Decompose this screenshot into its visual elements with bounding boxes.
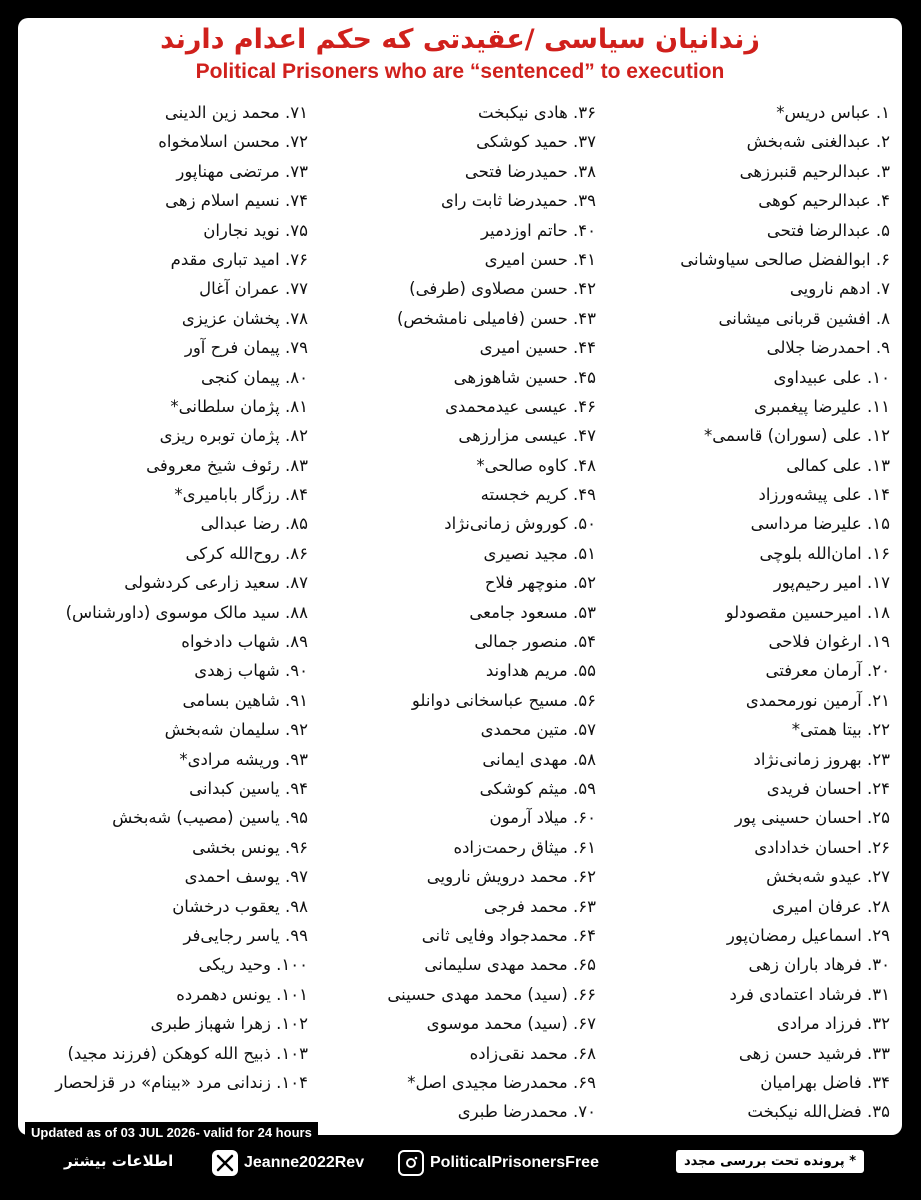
prisoner-list-item: ۴۷. عیسی مزارزهی — [458, 426, 596, 446]
prisoner-list-item: ۳۶. هادی نیکبخت — [478, 103, 596, 122]
prisoner-list-item: ۳۸. حمیدرضا فتحی — [464, 161, 596, 181]
prisoner-list-item: ۱۵. علیرضا مرداسی — [750, 514, 890, 534]
prisoner-list-item: ۷۳. مرتضی مهناپور — [176, 161, 308, 181]
prisoner-list-item: ۹۱. شاهین بسامی — [182, 690, 308, 710]
prisoner-list-item: ۷. ادهم نارویی — [789, 279, 890, 299]
prisoner-list-item: ۵۵. مریم هداوند — [485, 661, 596, 681]
prisoner-list-item: ۹۷. یوسف احمدی — [184, 867, 308, 887]
prisoner-list-item: ۳۲. فرزاد مرادی — [776, 1014, 890, 1034]
x-handle: Jeanne2022Rev — [244, 1154, 365, 1171]
prisoner-list-item: ۴۹. کریم خجسته — [480, 485, 596, 505]
prisoner-list-item: ۲۱. آرمین نورمحمدی — [745, 690, 890, 710]
prisoner-list-item: ۲. عبدالغنی شه‌بخش — [746, 132, 890, 152]
prisoner-list-item: ۳۹. حمیدرضا ثابت رای — [441, 191, 596, 211]
prisoner-list-item: ۴۰. حاتم اوزدمیر — [480, 220, 596, 240]
prisoner-list-item: ۹۳. وریشه مرادی* — [179, 749, 308, 769]
prisoner-list-item: ۱. عباس دریس* — [776, 103, 890, 122]
page-title-english: Political Prisoners who are “sentenced” to execution — [195, 60, 725, 83]
prisoner-list-item: ۵۴. منصور جمالی — [474, 632, 596, 652]
prisoner-list-item: ۲۷. عیدو شه‌بخش — [766, 867, 890, 887]
instagram-account-link[interactable] — [398, 1150, 599, 1176]
prisoner-list-item: ۶۴. محمدجواد وفایی ثانی — [421, 925, 596, 945]
prisoner-list-item: ۷۹. پیمان فرح آور — [184, 338, 308, 358]
prisoner-list-item: ۵۰. کوروش زمانی‌نژاد — [444, 514, 596, 534]
prisoner-list-item: ۶۰. میلاد آرمون — [489, 808, 596, 828]
prisoner-list-item: ۱۰۲. زهرا شهباز طبری — [150, 1014, 308, 1034]
prisoner-list-item: ۳۱. فرشاد اعتمادی فرد — [729, 984, 890, 1004]
prisoner-list-item: ۱۱. علیرضا پیغمبری — [754, 396, 890, 416]
prisoner-list-item: ۲۵. احسان حسینی پور — [734, 808, 890, 828]
prisoner-list-item: ۲۲. بیتا همتی* — [791, 720, 890, 740]
prisoner-list-item: ۶۷. (سید) محمد موسوی — [426, 1014, 596, 1034]
prisoner-list-item: ۱۸. امیرحسین مقصودلو — [725, 602, 890, 622]
prisoner-list-item: ۵۷. متین محمدی — [480, 720, 596, 740]
prisoner-list-item: ۷۱. محمد زین الدینی — [164, 103, 308, 122]
prisoner-list-item: ۷۴. نسیم اسلام زهی — [165, 191, 308, 211]
prisoner-list-item: ۷۲. محسن اسلامخواه — [158, 132, 308, 152]
prisoner-list-item: ۸۵. رضا عبدالی — [200, 514, 308, 534]
prisoner-list-item: ۶۳. محمد فرجی — [483, 896, 596, 916]
more-info-label: اطلاعات بیشتر — [64, 1152, 174, 1170]
prisoner-list-item: ۷۵. نوید نجاران — [203, 220, 308, 240]
prisoner-list-item: ۸۱. پژمان سلطانی* — [170, 396, 308, 416]
prisoner-list-item: ۴۳. حسن (فامیلی نامشخص) — [396, 308, 596, 328]
prisoner-list-item: ۱۰۱. یونس دهمرده — [176, 984, 308, 1004]
prisoner-list-item: ۱۹. ارغوان فلاحی — [768, 632, 890, 652]
prisoner-list-item: ۶۲. محمد درویش نارویی — [426, 867, 596, 887]
prisoner-list-item: ۸۸. سید مالک موسوی (داورشناس) — [65, 602, 308, 622]
prisoner-list-item: ۵۲. منوچهر فلاح — [484, 573, 596, 593]
prisoner-list-item: ۴۲. حسن مصلاوی (طرفی) — [409, 279, 596, 299]
prisoner-list-item: ۲۴. احسان فریدی — [766, 778, 890, 798]
prisoner-column-1 — [602, 98, 890, 1127]
prisoner-list-item: ۹۸. یعقوب درخشان — [172, 896, 308, 916]
prisoner-list-item: ۶. ابوالفضل صالحی سیاوشانی — [680, 249, 890, 269]
prisoner-list-item: ۸۷. سعید زارعی کردشولی — [124, 573, 308, 593]
prisoner-column-3 — [23, 98, 308, 1097]
prisoner-list-item: ۲۰. آرمان معرفتی — [765, 661, 890, 681]
prisoner-list-item: ۳۴. فاضل بهرامیان — [760, 1072, 890, 1092]
prisoner-list-item: ۱۰۴. زندانی مرد «بینام» در قزلحصار — [55, 1072, 308, 1092]
prisoner-list-item: ۲۹. اسماعیل رمضان‌پور — [726, 925, 890, 945]
prisoner-list-item: ۱۲. علی (سوران) قاسمی* — [704, 426, 890, 446]
x-account-link[interactable] — [212, 1150, 364, 1176]
instagram-handle: PoliticalPrisonersFree — [430, 1154, 599, 1171]
prisoner-list-item: ۹. احمدرضا جلالی — [766, 338, 890, 358]
prisoner-list-item: ۱۰۳. ذبیح الله کوهکن (فرزند مجید) — [67, 1043, 308, 1063]
prisoner-list-item: ۲۶. احسان خدادادی — [754, 837, 890, 857]
prisoner-list-item: ۶۹. محمدرضا مجیدی اصل* — [407, 1072, 596, 1092]
prisoner-list-item: ۷۰. محمدرضا طبری — [457, 1102, 596, 1122]
prisoner-list-item: ۹۹. یاسر رجایی‌فر — [183, 925, 308, 945]
prisoner-list-item: ۹۶. یونس بخشی — [192, 837, 308, 857]
prisoner-list-item: ۴۸. کاوه صالحی* — [476, 455, 596, 475]
updated-badge: Updated as of 03 JUL 2026- valid for 24 hours — [25, 1122, 318, 1143]
asterisk-note: * پرونده تحت بررسی مجدد — [676, 1150, 864, 1173]
prisoner-list-item: ۳۵. فضل‌الله نیکبخت — [747, 1102, 890, 1122]
prisoner-list-item: ۶۱. میثاق رحمت‌زاده — [453, 837, 596, 857]
footer-bar — [0, 1142, 921, 1192]
prisoner-list-item: ۷۸. پخشان عزیزی — [181, 308, 308, 328]
prisoner-list-item: ۴۱. حسن امیری — [484, 249, 596, 269]
prisoner-list-item: ۱۳. علی کمالی — [786, 455, 890, 475]
prisoner-list-item: ۱۷. امیر رحیم‌پور — [773, 573, 890, 593]
instagram-logo-icon — [398, 1150, 424, 1176]
prisoner-list-item: ۹۰. شهاب زهدی — [194, 661, 308, 681]
prisoner-list-item: ۶۶. (سید) محمد مهدی حسینی — [387, 984, 596, 1004]
prisoner-list-item: ۲۸. عرفان امیری — [772, 896, 890, 916]
prisoner-list-item: ۵۳. مسعود جامعی — [469, 602, 596, 622]
prisoner-list-item: ۵۶. مسیح عباسخانی دوانلو — [411, 690, 596, 710]
prisoner-list-item: ۷۷. عمران آغال — [199, 279, 308, 299]
prisoner-list-item: ۳. عبدالرحیم قنبرزهی — [739, 161, 890, 181]
prisoner-list-item: ۸۲. پژمان توبره ریزی — [159, 426, 308, 446]
list-card — [18, 18, 902, 1135]
prisoner-list-item: ۳۷. حمید کوشکی — [476, 132, 596, 152]
prisoner-list-item: ۳۰. فرهاد باران زهی — [748, 955, 890, 975]
prisoner-list-item: ۵. عبدالرضا فتحی — [766, 220, 890, 240]
page-title-persian: زندانیان سیاسی /عقیدتی که حکم اعدام دارند — [160, 24, 760, 55]
prisoner-list-item: ۱۶. امان‌الله بلوچی — [759, 543, 890, 563]
prisoner-list-item: ۸۰. پیمان کنجی — [201, 367, 308, 387]
prisoner-list-item: ۶۵. محمد مهدی سلیمانی — [424, 955, 596, 975]
prisoner-list-item: ۹۲. سلیمان شه‌بخش — [164, 720, 308, 740]
prisoner-list-item: ۵۱. مجید نصیری — [483, 543, 596, 563]
prisoner-list-item: ۴۵. حسین شاهوزهی — [453, 367, 596, 387]
prisoner-list-item: ۹۵. یاسین (مصیب) شه‌بخش — [112, 808, 308, 828]
prisoner-list-item: ۹۴. یاسین کبدانی — [189, 778, 308, 798]
prisoner-list-item: ۶۸. محمد نقی‌زاده — [469, 1043, 596, 1063]
prisoner-list-item: ۸۳. رئوف شیخ معروفی — [146, 455, 308, 475]
x-logo-icon — [212, 1150, 238, 1176]
prisoner-list-item: ۸۶. روح‌الله کرکی — [185, 543, 308, 563]
prisoner-column-2 — [316, 98, 596, 1127]
prisoner-list-item: ۸۴. رزگار بابامیری* — [174, 485, 308, 505]
prisoner-list-item: ۵۹. میثم کوشکی — [479, 778, 596, 798]
prisoner-list-item: ۸. افشین قربانی میشانی — [718, 308, 890, 328]
prisoner-list-item: ۲۳. بهروز زمانی‌نژاد — [753, 749, 890, 769]
prisoner-list-item: ۴. عبدالرحیم کوهی — [758, 191, 890, 211]
prisoner-list-item: ۴۴. حسین امیری — [479, 338, 596, 358]
prisoner-list-item: ۷۶. امید تباری مقدم — [170, 249, 308, 269]
prisoner-list-item: ۳۳. فرشید حسن زهی — [738, 1043, 890, 1063]
prisoner-list-item: ۴۶. عیسی عیدمحمدی — [445, 396, 596, 416]
prisoner-list-item: ۵۸. مهدی ایمانی — [482, 749, 596, 769]
prisoner-list-item: ۱۰. علی عبیداوی — [773, 367, 890, 387]
prisoner-list-item: ۸۹. شهاب دادخواه — [181, 632, 308, 652]
prisoner-list-item: ۱۰۰. وحید ریکی — [198, 955, 308, 975]
prisoner-list-item: ۱۴. علی پیشه‌ورزاد — [758, 485, 890, 505]
